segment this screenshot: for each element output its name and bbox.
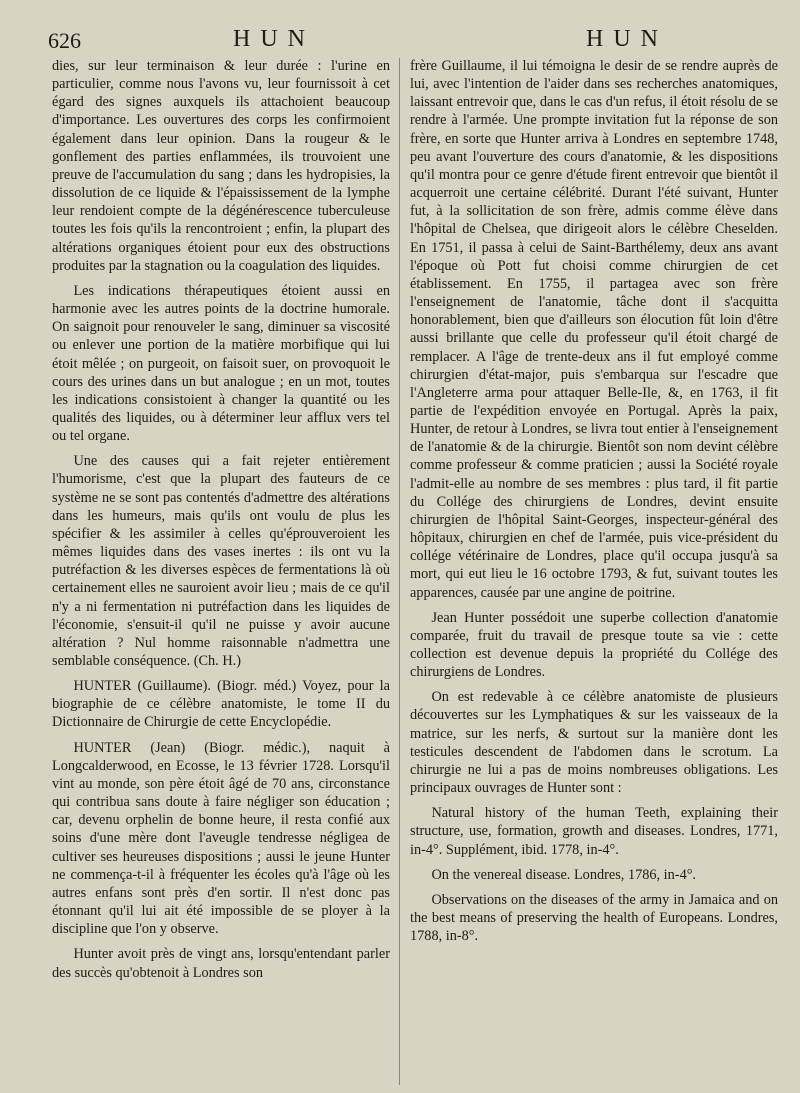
running-head-left: HUN bbox=[233, 26, 315, 52]
paragraph: frère Guillaume, il lui témoigna le desir de se rendre auprès de lui, avec l'intention de l'aider dans ses recherches anatomiques, laissant entrevoir que, dans le cas d'un refus, il étoit résolu de se rendre à l'armée. Une prompte invitation fut la réponse de son frère, en sorte que Hunter arriva à Londres en septembre 1748, peu avant l'ouverture des cours d'anatomie, & les dispositions qu'il montra pour ce genre d'étude firent entrevoir que bientôt il acquerroit une certaine célébrité. Durant l'été suivant, Hunter fut, à la sollicitation de son frère, admis comme élève dans l'hôpital de Chelsea, que dirigeoit alors le célèbre Cheselden. En 1751, il passa à celui de Saint-Barthélemy, deux ans avant l'époque où Pott fut choisi comme chirurgien de cet établissement. En 1755, il partagea avec son frère l'enseignement de l'anatomie, tâche dont il s'acquitta honorablement, bien que d'ailleurs son élocution fût loin d'être aussi brillante que celle du professeur qu'il étoit chargé de remplacer. A l'âge de trente-deux ans il fut employé comme chirurgien d'état-major, puis s'embarqua sur l'escadre que l'Angleterre arma pour attaquer Belle-Ile, &, en 1763, il fit partie de l'expédition envoyée en Portugal. Après la paix, Hunter, de retour à Londres, se livra tout entier à l'enseignement de l'anatomie & de la chirurgie. Bientôt son nom devint célèbre comme professeur & comme praticien ; aussi la Société royale l'admit-elle au nombre de ses membres : plus tard, il fit partie du Collége des chirurgiens de Londres, devint ensuite chirurgien de l'hôpital Saint-Georges, inspecteur-général des hôpitaux, chirurgien en chef de l'armée, puis vice-président du collége vétérinaire de Londres, place qu'il occupa jusqu'à sa mort, qui eut lieu le 16 octobre 1793, & fut, suivant toutes les apparences, causée par une angine de poitrine. bbox=[410, 58, 778, 601]
paragraph: dies, sur leur terminaison & leur durée : l'urine en particulier, comme nous l'avons vu, leur fournissoit à cet égard des signes auxquels ils attachoient beaucoup d'importance. Les ouvertures des corps les confirmoient également dans leur opinion. Dans la rougeur & le gonflement des parties enflammées, ils trouvoient une preuve de l'accumulation du sang ; dans les hydropisies, la dissolution de ce liquide & l'épaississement de la lymphe leur rendoient compte de la dégénérescence tuberculeuse toutes les fois qu'ils la rencontroient ; enfin, la plupart des altérations organiques étoient pour eux des obstructions produites par la stagnation ou la coagulation des liquides. bbox=[52, 58, 390, 274]
right-column bbox=[410, 57, 778, 1085]
paragraph: Les indications thérapeutiques étoient aussi en harmonie avec les autres points de la doctrine humorale. On saignoit pour renouveler le sang, diminuer sa viscosité ou enlever une portion de la matière morbifique qui lui étoit mêlée ; on purgeoit, on faisoit suer, on provoquoit le cours des urines dans un but analogue ; en un mot, toutes les indications consistoient à changer la quantité ou les qualités des liquides, ou à déterminer leur afflux vers tel ou tel organe. bbox=[52, 282, 390, 445]
left-column bbox=[52, 57, 390, 1085]
page-header bbox=[48, 24, 764, 54]
entry-hunter-guillaume: HUNTER (Guillaume). (Biogr. méd.) Voyez, pour la biographie de ce célèbre anatomiste, le tome II du Dictionnaire de Chirurgie de cette Encyclopédie. bbox=[52, 678, 390, 731]
paragraph: On est redevable à ce célèbre anatomiste de plusieurs découvertes sur les Lymphatiques & sur les vaisseaux de la matrice, sur les nerfs, & surtout sur la manière dont les testicules descendent de l'abdomen dans le scrotum. La chirurgie ne lui a pas de moins nombreuses obligations. Les principaux ouvrages de Hunter sont : bbox=[410, 689, 778, 797]
running-head-right: HUN bbox=[586, 26, 668, 52]
column-divider bbox=[399, 58, 400, 1085]
bibliography-item: Observations on the diseases of the army in Jamaica and on the best means of preserving the health of Europeans. Londres, 1788, in-8°. bbox=[410, 891, 778, 945]
entry-hunter-jean: HUNTER (Jean) (Biogr. médic.), naquit à Longcalderwood, en Ecosse, le 13 février 1728. Lorsqu'il vint au monde, son père étoit âgé de 70 ans, circonstance qui contribua sans doute à faire négliger son éducation ; car, devenu orphelin de bonne heure, il resta confié aux soins d'une mère dont l'aveugle tendresse négligea de cultiver ses heureuses dispositions ; aussi le jeune Hunter ne commença-t-il à fréquenter les écoles qu'à l'âge où les autres enfans sont près d'en sortir. Il n'est donc pas étonnant qu'il lui ait été impossible de se ployer à la discipline que l'on y observe. bbox=[52, 739, 390, 938]
paragraph: Jean Hunter possédoit une superbe collection d'anatomie comparée, fruit du travail de presque toute sa vie : cette collection est devenue depuis la propriété du Collége des chirurgiens de Londres. bbox=[410, 609, 778, 681]
paragraph: Une des causes qui a fait rejeter entièrement l'humorisme, c'est que la plupart des fauteurs de ce système ne se sont pas contentés d'admettre des altérations dans les humeurs, mais qu'ils ont voulu de plus les spécifier & les assimiler à celles qu'éprouveroient les mêmes liquides dans des vases inertes : ils ont vu la putréfaction & les diverses espèces de fermentations là où certainement elles ne sauroient avoir lieu ; mais de ce qu'il n'y a ni fermentation ni putréfaction dans les liquides de l'économie, s'ensuit-il qu'il ne puisse y avoir aucune altération ? Nul homme raisonnable n'admettra une semblable conséquence. (Ch. H.) bbox=[52, 453, 390, 669]
bibliography-item: Natural history of the human Teeth, explaining their structure, use, formation, growth and diseases. Londres, 1771, in-4°. Supplément, ibid. 1778, in-4°. bbox=[410, 805, 778, 858]
bibliography-item: On the venereal disease. Londres, 1786, in-4°. bbox=[431, 866, 697, 883]
paragraph: Hunter avoit près de vingt ans, lorsqu'entendant parler des succès qu'obtenoit à Londres son bbox=[52, 946, 390, 981]
page-number: 626 bbox=[48, 28, 81, 53]
